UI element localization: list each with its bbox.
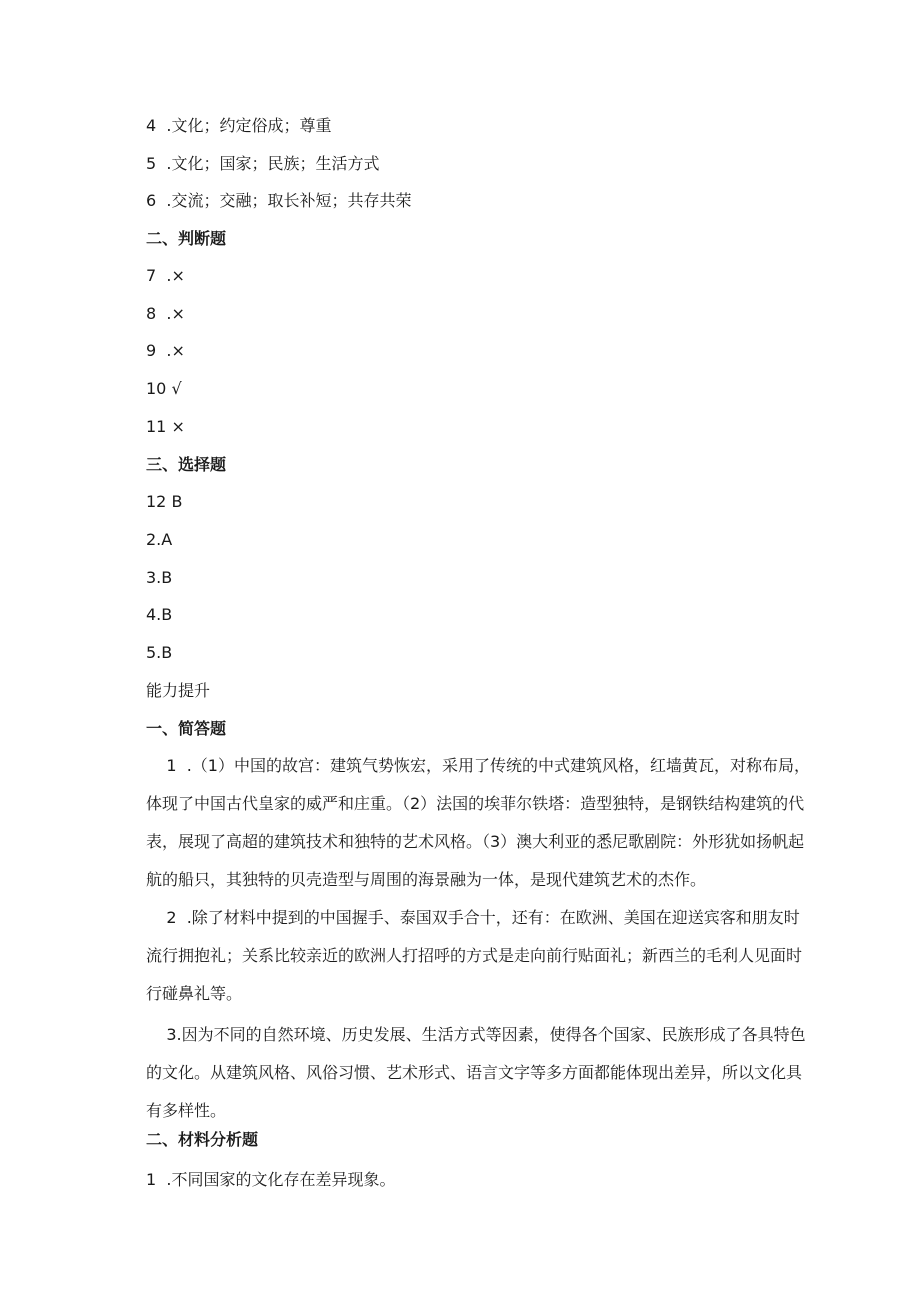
section-heading-choice: 三、选择题 <box>146 455 227 474</box>
ability-title: 能力提升 <box>146 681 211 700</box>
fill-answer-4: 4 .文化；约定俗成；尊重 <box>146 116 332 135</box>
short-answer-2: 2 .除了材料中提到的中国握手、泰国双手合十，还有：在欧洲、美国在迎送宾客和朋友时流行拥抱礼；关系比较亲近的欧洲人打招呼的方式是走向前行贴面礼；新西兰的毛利人见面时行碰鼻礼等。 <box>146 908 803 1003</box>
judge-answer-10: 10 √ <box>146 379 182 398</box>
judge-answer-7: 7 .× <box>146 266 185 285</box>
choice-answer-12: 12 B <box>146 492 183 511</box>
short-answer-3: 3.因为不同的自然环境、历史发展、生活方式等因素，使得各个国家、民族形成了各具特色的文化。从建筑风格、风俗习惯、艺术形式、语言文字等多方面都能体现出差异，所以文化具有多样性。 <box>146 1025 806 1120</box>
section-heading-material: 二、材料分析题 <box>146 1130 259 1149</box>
judge-answer-8: 8 .× <box>146 304 185 323</box>
section-heading-short: 一、简答题 <box>146 719 227 738</box>
fill-answer-5: 5 .文化；国家；民族；生活方式 <box>146 154 380 173</box>
judge-answer-11: 11 × <box>146 417 185 436</box>
judge-answer-9: 9 .× <box>146 341 185 360</box>
choice-answer-2: 2.A <box>146 530 173 549</box>
fill-answer-6: 6 .交流；交融；取长补短；共存共荣 <box>146 191 412 210</box>
material-answer-1: 1 .不同国家的文化存在差异现象。 <box>146 1170 396 1189</box>
short-answer-1: 1 .（1）中国的故宫：建筑气势恢宏，采用了传统的中式建筑风格，红墙黄瓦，对称布局，体现了中国古代皇家的威严和庄重。（2）法国的埃菲尔铁塔：造型独特，是钢铁结构建筑的代表，展现了高超的建筑技术和独特的艺术风格。（3）澳大利亚的悉尼歌剧院：外形犹如扬帆起航的船只，其独特的贝壳造型与周围的海景融为一体，是现代建筑艺术的杰作。 <box>146 756 810 889</box>
choice-answer-3: 3.B <box>146 568 173 587</box>
choice-answer-4: 4.B <box>146 605 173 624</box>
section-heading-judge: 二、判断题 <box>146 229 227 248</box>
choice-answer-5: 5.B <box>146 643 173 662</box>
